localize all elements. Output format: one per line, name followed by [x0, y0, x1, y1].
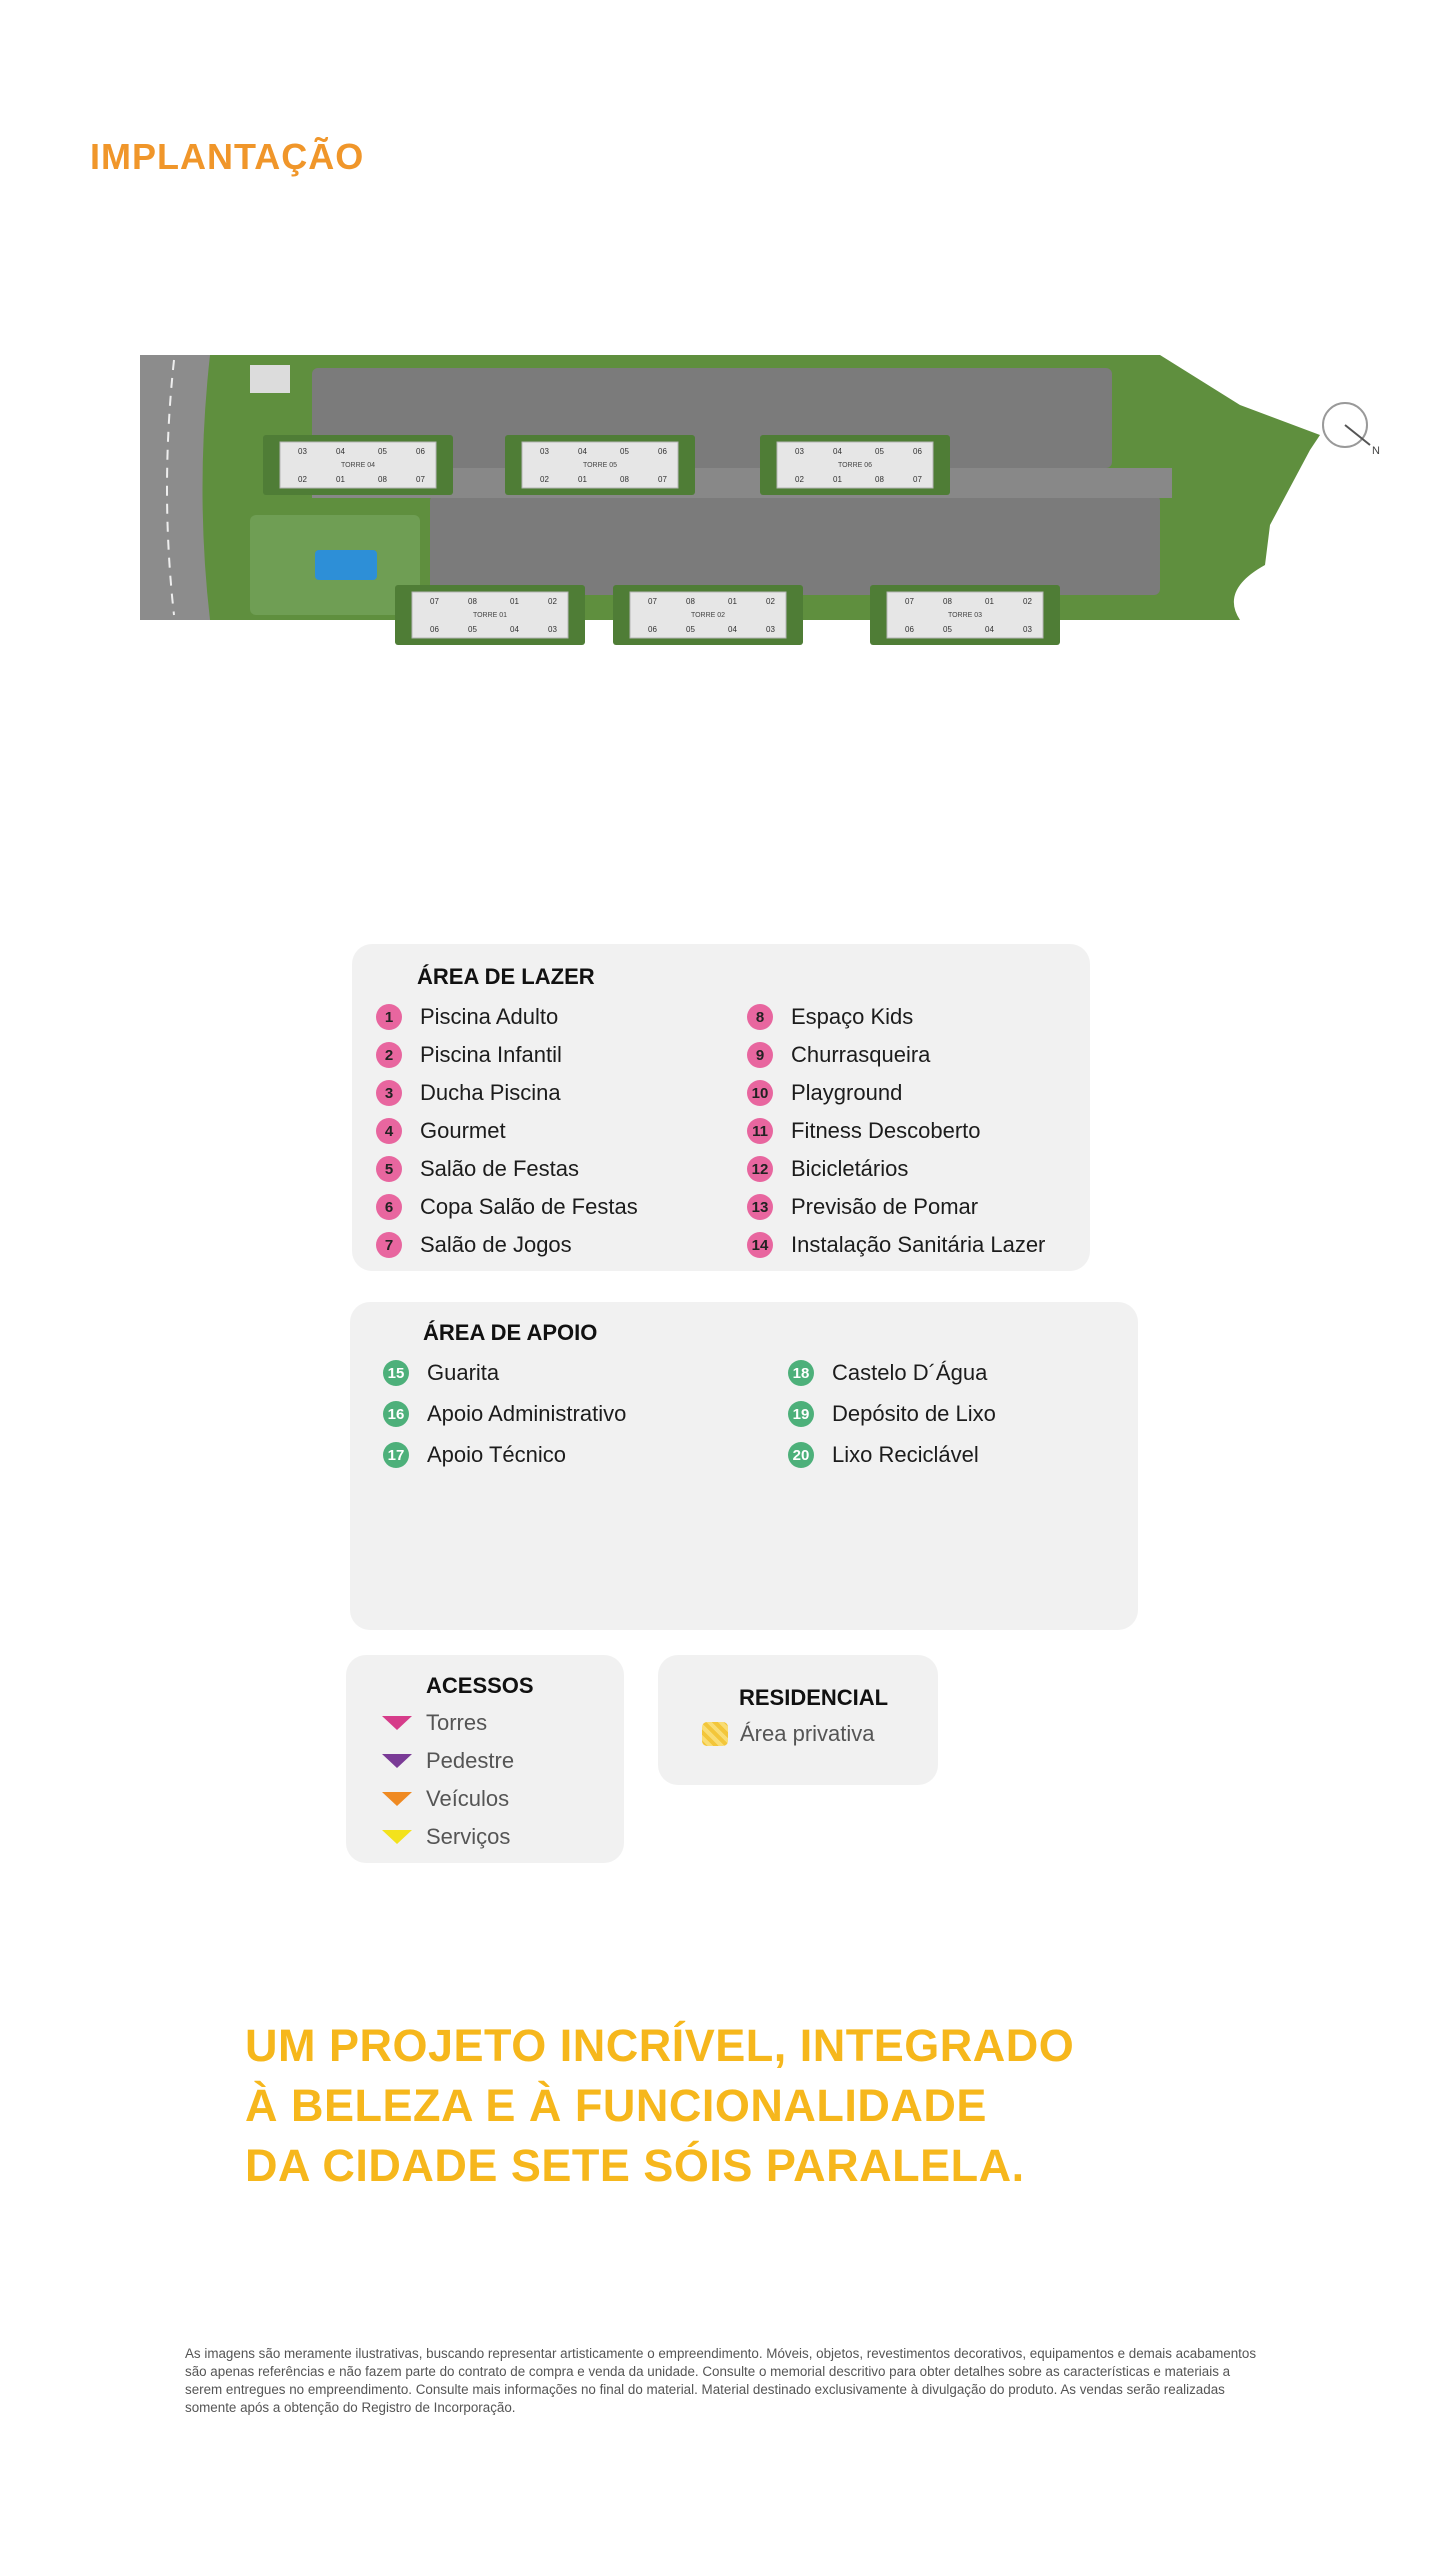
- tower-label: TORRE 02: [690, 612, 726, 619]
- site-plan-map: [140, 350, 1390, 810]
- unit-label: 05: [378, 447, 387, 456]
- legend-number-badge: 11: [747, 1118, 773, 1144]
- legend-number-badge: 18: [788, 1360, 814, 1386]
- lazer-panel: [352, 944, 1090, 1271]
- legend-item: [383, 1442, 566, 1468]
- legend-number-badge: 10: [747, 1080, 773, 1106]
- tower-block: [613, 585, 803, 645]
- compass-label: N: [1372, 445, 1380, 457]
- legend-item: [747, 1004, 913, 1030]
- tower-label: TORRE 03: [947, 612, 983, 619]
- legend-number-badge: 14: [747, 1232, 773, 1258]
- unit-label: 06: [416, 447, 425, 456]
- legend-number-badge: 15: [383, 1360, 409, 1386]
- legend-label: Depósito de Lixo: [832, 1401, 996, 1426]
- area-privativa-swatch: [702, 1722, 728, 1746]
- legend-item-area-privativa: [702, 1721, 875, 1747]
- unit-label: 03: [540, 447, 549, 456]
- unit-label: 05: [943, 625, 952, 634]
- legend-label: Espaço Kids: [791, 1004, 914, 1029]
- tower-label: TORRE 05: [582, 462, 618, 469]
- tower-label: TORRE 04: [340, 462, 376, 469]
- disclaimer: As imagens são meramente ilustrativas, buscando representar artisticamente o empreendimento. Móveis, objetos, revestimentos decorativos, equipamentos e demais acabamentos são apenas referências e não fazem parte do contrato de compra e venda da unidade. Consulte o memorial descritivo para obter detalhes sobre as características e materiais a serem entregues no empreendimento. Consulte mais informações no final do material. Material destinado exclusivamente à divulgação do produto. As vendas serão realizadas somente após a obtenção do Registro de Incorporação.: [185, 2346, 1257, 2415]
- legend-number-badge: 4: [376, 1118, 402, 1144]
- headline: [245, 2016, 1245, 2196]
- access-triangle-icon: [382, 1830, 412, 1844]
- unit-label: 06: [430, 625, 439, 634]
- parking-south: [430, 495, 1160, 595]
- legend-label: Serviços: [426, 1824, 511, 1849]
- unit-label: 04: [833, 447, 842, 456]
- residencial-title: RESIDENCIAL: [739, 1685, 889, 1710]
- legend-item: [383, 1401, 626, 1427]
- unit-label: 02: [298, 475, 307, 484]
- unit-label: 06: [658, 447, 667, 456]
- unit-label: 05: [468, 625, 477, 634]
- unit-label: 04: [985, 625, 994, 634]
- legend-label: Área privativa: [740, 1721, 875, 1746]
- unit-label: 08: [378, 475, 387, 484]
- acessos-title: ACESSOS: [426, 1673, 534, 1698]
- legend-label: Ducha Piscina: [420, 1080, 561, 1105]
- unit-label: 07: [430, 597, 439, 606]
- legend-number-badge: 8: [747, 1004, 773, 1030]
- unit-label: 01: [728, 597, 737, 606]
- gatehouse: [250, 365, 290, 393]
- legend-item: [747, 1080, 902, 1106]
- legend-number-badge: 5: [376, 1156, 402, 1182]
- access-triangle-icon: [382, 1754, 412, 1768]
- unit-label: 07: [648, 597, 657, 606]
- unit-label: 06: [905, 625, 914, 634]
- legend-item: [747, 1118, 981, 1144]
- lazer-title: ÁREA DE LAZER: [417, 964, 595, 989]
- legend-number-badge: 7: [376, 1232, 402, 1258]
- unit-label: 03: [766, 625, 775, 634]
- legend-item: [788, 1442, 979, 1468]
- unit-label: 01: [833, 475, 842, 484]
- legend-number-badge: 2: [376, 1042, 402, 1068]
- legend-label: Fitness Descoberto: [791, 1118, 981, 1143]
- unit-label: 04: [728, 625, 737, 634]
- legend-label: Gourmet: [420, 1118, 506, 1143]
- unit-label: 05: [620, 447, 629, 456]
- unit-label: 08: [875, 475, 884, 484]
- page-title: IMPLANTAÇÃO: [90, 136, 365, 177]
- legend-item: [376, 1232, 572, 1258]
- tower-label: TORRE 06: [837, 462, 873, 469]
- legend-item-acesso: [382, 1824, 510, 1850]
- unit-label: 01: [510, 597, 519, 606]
- unit-label: 04: [336, 447, 345, 456]
- legend-item: [383, 1360, 499, 1386]
- unit-label: 07: [905, 597, 914, 606]
- unit-label: 01: [985, 597, 994, 606]
- tower-label: TORRE 01: [472, 612, 508, 619]
- legend-item: [747, 1042, 930, 1068]
- legend-number-badge: 13: [747, 1194, 773, 1220]
- unit-label: 07: [913, 475, 922, 484]
- legend-label: Bicicletários: [791, 1156, 909, 1181]
- legend-item: [376, 1194, 638, 1220]
- legend-item: [376, 1118, 506, 1144]
- legend-item: [747, 1156, 908, 1182]
- legend-item: [376, 1156, 579, 1182]
- legend-label: Previsão de Pomar: [791, 1194, 979, 1219]
- legend-label: Salão de Jogos: [420, 1232, 572, 1257]
- pool: [315, 550, 377, 580]
- unit-label: 03: [795, 447, 804, 456]
- legend-label: Veículos: [426, 1786, 510, 1811]
- legend-label: Churrasqueira: [791, 1042, 931, 1067]
- legend-number-badge: 6: [376, 1194, 402, 1220]
- tower-block: [395, 585, 585, 645]
- legend-item: [376, 1042, 562, 1068]
- legend-item: [747, 1194, 978, 1220]
- legend-number-badge: 9: [747, 1042, 773, 1068]
- headline-line: UM PROJETO INCRÍVEL, INTEGRADO: [245, 2020, 1075, 2071]
- unit-label: 08: [943, 597, 952, 606]
- legend-number-badge: 1: [376, 1004, 402, 1030]
- legend-number-badge: 3: [376, 1080, 402, 1106]
- tower-block: [263, 435, 453, 495]
- headline-line: À BELEZA E À FUNCIONALIDADE: [245, 2080, 987, 2131]
- unit-label: 08: [620, 475, 629, 484]
- legend-label: Apoio Técnico: [427, 1442, 567, 1467]
- legend-number-badge: 12: [747, 1156, 773, 1182]
- legend-label: Salão de Festas: [420, 1156, 579, 1181]
- legend-number-badge: 17: [383, 1442, 409, 1468]
- unit-label: 06: [648, 625, 657, 634]
- headline-line: DA CIDADE SETE SÓIS PARALELA.: [245, 2140, 1025, 2191]
- legend-item: [788, 1401, 996, 1427]
- legend-label: Pedestre: [426, 1748, 515, 1773]
- unit-label: 04: [578, 447, 587, 456]
- apoio-title: ÁREA DE APOIO: [423, 1320, 598, 1345]
- unit-label: 02: [540, 475, 549, 484]
- unit-label: 05: [875, 447, 884, 456]
- legend-label: Copa Salão de Festas: [420, 1194, 638, 1219]
- acessos-panel: [346, 1655, 624, 1863]
- unit-label: 06: [913, 447, 922, 456]
- legend-number-badge: 19: [788, 1401, 814, 1427]
- legend-number-badge: 16: [383, 1401, 409, 1427]
- unit-label: 07: [658, 475, 667, 484]
- apoio-panel: [350, 1302, 1138, 1630]
- unit-label: 04: [510, 625, 519, 634]
- tower-block: [760, 435, 950, 495]
- unit-label: 02: [795, 475, 804, 484]
- unit-label: 03: [1023, 625, 1032, 634]
- legend-item-acesso: [382, 1786, 509, 1812]
- legend-item: [788, 1360, 987, 1386]
- unit-label: 05: [686, 625, 695, 634]
- unit-label: 03: [298, 447, 307, 456]
- unit-label: 01: [336, 475, 345, 484]
- legend-label: Torres: [426, 1710, 488, 1735]
- unit-label: 01: [578, 475, 587, 484]
- legend-item: [747, 1232, 1045, 1258]
- unit-label: 08: [468, 597, 477, 606]
- unit-label: 02: [766, 597, 775, 606]
- access-triangle-icon: [382, 1792, 412, 1806]
- residencial-panel: [658, 1655, 938, 1785]
- legend-number-badge: 20: [788, 1442, 814, 1468]
- unit-label: 02: [1023, 597, 1032, 606]
- unit-label: 02: [548, 597, 557, 606]
- tower-block: [870, 585, 1060, 645]
- legend-label: Piscina Adulto: [420, 1004, 559, 1029]
- legend-label: Apoio Administrativo: [427, 1401, 627, 1426]
- legend-item-acesso: [382, 1748, 514, 1774]
- tower-block: [505, 435, 695, 495]
- legend-label: Piscina Infantil: [420, 1042, 562, 1067]
- unit-label: 08: [686, 597, 695, 606]
- main-road: [140, 355, 210, 620]
- legend-label: Instalação Sanitária Lazer: [791, 1232, 1046, 1257]
- unit-label: 03: [548, 625, 557, 634]
- legend-label: Lixo Reciclável: [832, 1442, 979, 1467]
- legend-item-acesso: [382, 1710, 487, 1736]
- legend-label: Castelo D´Água: [832, 1360, 988, 1385]
- legend-item: [376, 1080, 561, 1106]
- access-triangle-icon: [382, 1716, 412, 1730]
- legend-label: Playground: [791, 1080, 903, 1105]
- unit-label: 07: [416, 475, 425, 484]
- legend-item: [376, 1004, 558, 1030]
- legend-label: Guarita: [427, 1360, 500, 1385]
